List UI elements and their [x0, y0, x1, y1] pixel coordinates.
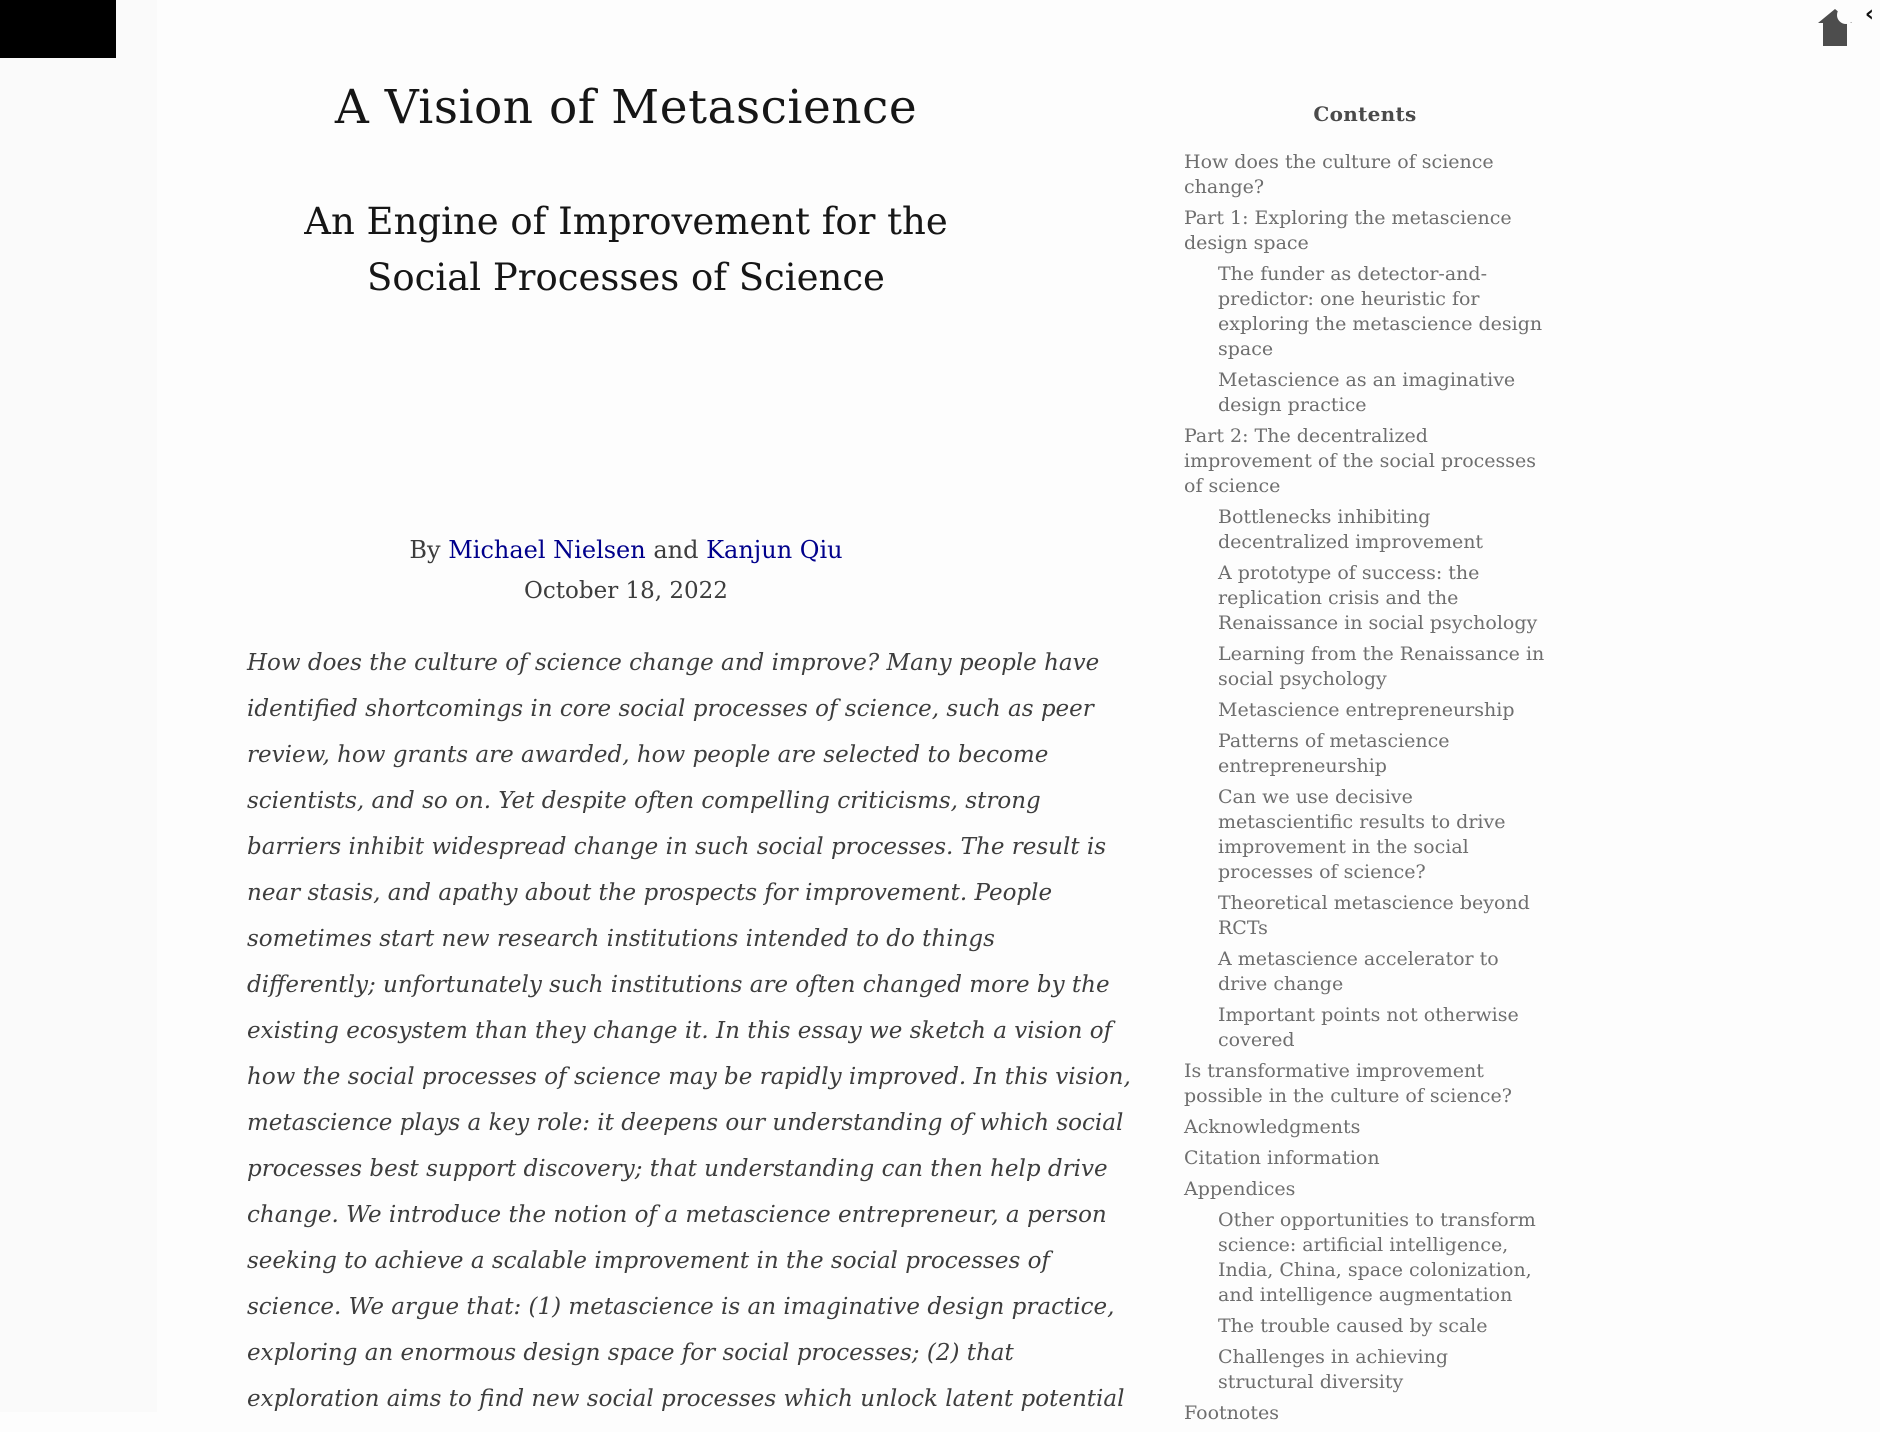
chevron-left-icon[interactable]: ‹: [1864, 2, 1874, 27]
abstract-line: near stasis, and apathy about the prospects for improvement. People: [247, 880, 1053, 906]
abstract-line: change. We introduce the notion of a metascience entrepreneur, a person: [247, 1202, 1107, 1228]
toc-item-metascience-entrepreneurship[interactable]: Metascience entrepreneurship: [1218, 699, 1515, 721]
table-of-contents: [1184, 102, 1546, 1432]
toc-item-footnotes[interactable]: Footnotes: [1184, 1402, 1279, 1424]
abstract-line: exploration aims to find new social processes which unlock latent potential: [247, 1386, 1125, 1412]
toc-item-acknowledgments[interactable]: Acknowledgments: [1184, 1116, 1361, 1138]
author-link-kanjun-qiu[interactable]: Kanjun Qiu: [706, 536, 843, 564]
page-subtitle: An Engine of Improvement for the Social Processes of Science: [304, 200, 948, 299]
toc-item-transformative-improvement[interactable]: Is transformative improvement possible in the culture of science?: [1184, 1060, 1512, 1107]
abstract-line: processes best support discovery; that understanding can then help drive: [247, 1156, 1108, 1182]
toc-item-metascience-accelerator[interactable]: A metascience accelerator to drive change: [1218, 948, 1499, 995]
toc-item-prototype-of-success[interactable]: A prototype of success: the replication crisis and the Renaissance in social psychology: [1218, 562, 1538, 634]
byline-prefix: By: [409, 536, 449, 564]
toc-item-important-points[interactable]: Important points not otherwise covered: [1218, 1004, 1519, 1051]
author-link-michael-nielsen[interactable]: Michael Nielsen: [448, 536, 646, 564]
abstract-line: differently; unfortunately such institutions are often changed more by the: [247, 972, 1110, 998]
byline: [247, 536, 1005, 564]
abstract-line: How does the culture of science change and improve? Many people have: [247, 650, 1100, 676]
toc-heading: Contents: [1313, 102, 1417, 126]
abstract-line: sometimes start new research institutions intended to do things: [247, 926, 995, 952]
toc-item-bottlenecks[interactable]: Bottlenecks inhibiting decentralized improvement: [1218, 506, 1484, 553]
publication-date: October 18, 2022: [524, 578, 728, 604]
toc-item-theoretical-metascience[interactable]: Theoretical metascience beyond RCTs: [1218, 892, 1530, 939]
toc-item-patterns-of-entrepreneurship[interactable]: Patterns of metascience entrepreneurship: [1218, 730, 1450, 777]
toc-item-learning-from-renaissance[interactable]: Learning from the Renaissance in social psychology: [1218, 643, 1545, 690]
top-nav: [1816, 4, 1876, 52]
abstract-line: barriers inhibit widespread change in such social processes. The result is: [247, 834, 1107, 860]
abstract-line: science. We argue that: (1) metascience is an imaginative design practice,: [247, 1294, 1115, 1320]
abstract-line: existing ecosystem than they change it. In this essay we sketch a vision of: [247, 1018, 1113, 1044]
home-icon[interactable]: [1816, 6, 1854, 48]
abstract-line: how the social processes of science may be rapidly improved. In this vision,: [247, 1064, 1131, 1090]
abstract-line: seeking to achieve a scalable improvement in the social processes of: [247, 1248, 1050, 1274]
toc-item-decisive-metascientific-results[interactable]: Can we use decisive metascientific results to drive improvement in the social processes of science?: [1218, 786, 1506, 883]
toc-item-citation-information[interactable]: Citation information: [1184, 1147, 1380, 1169]
page-left-margin: [0, 0, 157, 1412]
byline-connector: and: [645, 536, 707, 564]
abstract-line: metascience plays a key role: it deepens our understanding of which social: [247, 1110, 1124, 1136]
black-corner-overlay: [0, 0, 116, 58]
toc-item-how-does-culture-change[interactable]: How does the culture of science change?: [1184, 151, 1494, 198]
abstract-line: identified shortcomings in core social processes of science, such as peer: [247, 696, 1094, 722]
page-title: A Vision of Metascience: [334, 80, 918, 135]
toc-item-funder-detector-predictor[interactable]: The funder as detector-and-predictor: one heuristic for exploring the metascience design space: [1218, 263, 1543, 360]
toc-item-other-opportunities[interactable]: Other opportunities to transform science: artificial intelligence, India, China, space colonization, and intelligence augmentation: [1218, 1209, 1536, 1306]
abstract-line: scientists, and so on. Yet despite often compelling criticisms, strong: [247, 788, 1041, 814]
abstract-line: exploring an enormous design space for social processes; (2) that: [247, 1340, 1014, 1366]
toc-item-imaginative-design-practice[interactable]: Metascience as an imaginative design practice: [1218, 369, 1516, 416]
toc-item-part-1[interactable]: Part 1: Exploring the metascience design space: [1184, 207, 1512, 254]
abstract-line: review, how grants are awarded, how people are selected to become: [247, 742, 1049, 768]
toc-item-part-2[interactable]: Part 2: The decentralized improvement of the social processes of science: [1184, 425, 1537, 497]
toc-item-appendices[interactable]: Appendices: [1184, 1178, 1296, 1200]
abstract: [247, 640, 1131, 1422]
toc-item-trouble-caused-by-scale[interactable]: The trouble caused by scale: [1218, 1315, 1488, 1337]
toc-item-challenges-structural-diversity[interactable]: Challenges in achieving structural diversity: [1218, 1346, 1449, 1393]
